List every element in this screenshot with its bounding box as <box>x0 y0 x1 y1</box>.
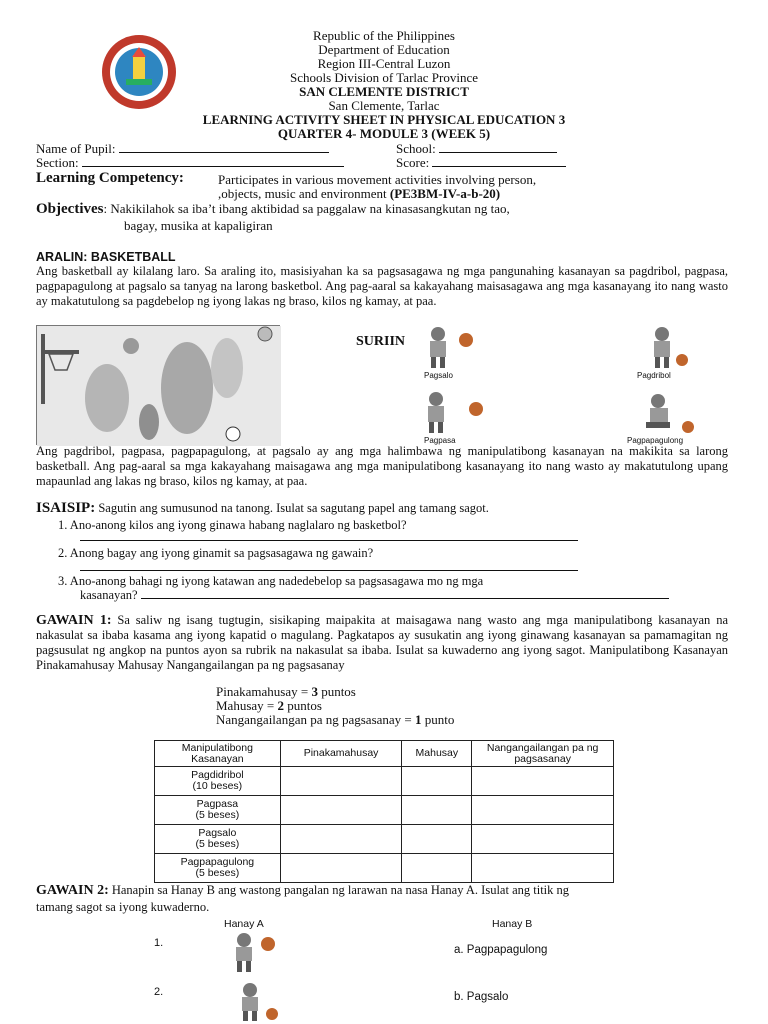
rubric-header-pinakamahusay: Pinakamahusay <box>280 741 402 767</box>
rubric-skill-cell <box>155 767 281 796</box>
table-row <box>155 796 614 825</box>
rubric-skill-reps: (5 beses) <box>195 809 240 821</box>
table-row <box>155 767 614 796</box>
isaisip-instruction: Sagutin ang sumusunod na tanong. Isulat sa sagutang papel ang tamang sagot. <box>98 501 489 515</box>
gawain1-label: GAWAIN 1: <box>36 613 112 628</box>
rubric-table <box>154 740 614 883</box>
skill-label-pagdribol: Pagdribol <box>637 371 671 380</box>
hanay-b-header: Hanay B <box>492 918 533 930</box>
rubric-skill-cell <box>155 825 281 854</box>
header-division: Schools Division of Tarlac Province <box>289 70 479 85</box>
gawain1-paragraph <box>36 613 728 673</box>
rubric-blank-cell[interactable] <box>280 796 402 825</box>
question-1: 1. Ano-anong kilos ang iyong ginawa habang naglalaro ng basketbol? <box>58 518 407 532</box>
objectives-text-2: bagay, musika at kapaligiran <box>124 218 273 233</box>
rubric-skill-name: Pagpapagulong <box>180 856 255 868</box>
gawain1-text: Sa saliw ng isang tugtugin, sisikaping maipakita at maisagawa nang wasto ang mga manipulatibong kasanayan na nakasulat sa ibaba kasama ang iyong kapatid o magulang. Pagkatapos ay susukatin ang iyong ginawang kasanayan sa pamamagitan ng pagsusulat ng angkop na puntos ayon sa rubrik na nakasulat sa ibaba. Isulat sa kuwaderno ang iyong sagot. Manipulatibong Kasanayan Pinakamahusay Mahusay Nangangailangan pa ng pagsasanay <box>36 613 728 672</box>
score-1-value: 1 <box>415 712 422 727</box>
rubric-blank-cell[interactable] <box>280 767 402 796</box>
header-region: Region III-Central Luzon <box>317 56 451 71</box>
competency-text-1: Participates in various movement activities involving person, <box>218 172 537 187</box>
skill-figure-pagpasa <box>414 389 494 435</box>
skill-label-pagpapagulong: Pagpapagulong <box>627 436 684 445</box>
match-answer-a: a. Pagpapagulong <box>454 944 548 956</box>
basketball-game-illustration <box>36 325 280 445</box>
skill-label-pagsalo: Pagsalo <box>424 371 453 380</box>
match-item-number-1: 1. <box>154 937 164 949</box>
score-1-unit: punto <box>421 712 455 727</box>
hanay-a-header: Hanay A <box>224 918 264 930</box>
rubric-blank-cell[interactable] <box>472 796 614 825</box>
rubric-header-mahusay: Mahusay <box>402 741 472 767</box>
skill-figure-pagdribol <box>632 324 702 370</box>
match-item-number-2: 2. <box>154 986 164 998</box>
competency-text-2 <box>218 186 500 202</box>
rubric-skill-reps: (5 beses) <box>195 867 240 879</box>
rubric-blank-cell[interactable] <box>402 796 472 825</box>
score-blank[interactable] <box>432 156 566 167</box>
score-1-label: Nangangailangan pa ng pagsasanay = <box>216 712 416 727</box>
rubric-blank-cell[interactable] <box>402 767 472 796</box>
school-blank[interactable] <box>439 142 557 153</box>
rubric-skill-name: Pagsalo <box>198 827 237 839</box>
suriin-heading: SURIIN <box>356 334 406 349</box>
name-label: Name of Pupil: <box>36 141 116 156</box>
section-blank[interactable] <box>82 156 344 167</box>
rubric-blank-cell[interactable] <box>280 854 402 883</box>
match-picture-2 <box>222 980 298 1022</box>
score-line-1 <box>216 712 454 728</box>
rubric-skill-name: Pagpasa <box>196 798 239 810</box>
score-label: Score: <box>396 155 430 170</box>
score-2-value: 2 <box>277 698 284 713</box>
header-district: SAN CLEMENTE DISTRICT <box>299 84 469 99</box>
rubric-blank-cell[interactable] <box>472 767 614 796</box>
rubric-blank-cell[interactable] <box>402 854 472 883</box>
score-3-label: Pinakamahusay = <box>216 684 312 699</box>
school-label: School: <box>396 141 436 156</box>
rubric-skill-cell <box>155 796 281 825</box>
table-row <box>155 854 614 883</box>
rubric-skill-reps: (10 beses) <box>192 780 243 792</box>
score-2-unit: puntos <box>284 698 322 713</box>
score-3-unit: puntos <box>317 684 356 699</box>
score-field[interactable] <box>396 155 566 171</box>
match-answer-b: b. Pagsalo <box>454 991 509 1003</box>
question-3-continuation <box>80 588 669 603</box>
section-field[interactable] <box>36 155 344 171</box>
section-label: Section: <box>36 155 79 170</box>
aralin-paragraph: Ang basketball ay kilalang laro. Sa araling ito, masisiyahan ka sa pagsasagawa ng mga pangunahing kasanayan sa pagdribol, pagpasa, pagpapagulong at pagsalo sa tanyag na larong basketbol. Ang pag-aaral sa kakayahang maisasagawa ang mga kasanayang ito nang wasto ay makatutulong sa pagdebelop ng iyong lakas ng braso, kilos ng kamay, at paa. <box>36 264 728 308</box>
competency-code: (PE3BM-IV-a-b-20) <box>389 186 501 201</box>
rubric-header-skill: Manipulatibong Kasanayan <box>155 741 281 767</box>
header-republic: Republic of the Philippines <box>313 28 455 43</box>
match-picture-1 <box>216 930 292 974</box>
score-2-label: Mahusay = <box>216 698 278 713</box>
table-row <box>155 825 614 854</box>
header-department: Department of Education <box>318 42 450 57</box>
skill-figure-pagsalo <box>414 324 484 370</box>
rubric-skill-reps: (5 beses) <box>195 838 240 850</box>
score-3-value: 3 <box>311 684 318 699</box>
objectives-label: Objectives <box>36 201 104 217</box>
rubric-header-nangangailangan: Nangangailangan pa ng pagsasanay <box>472 741 614 767</box>
isaisip-instruction-line <box>36 500 489 517</box>
competency-label: Learning Competency: <box>36 170 184 186</box>
answer-blank-3[interactable] <box>141 589 669 599</box>
sheet-subtitle: QUARTER 4- MODULE 3 (WEEK 5) <box>277 126 491 141</box>
aralin-heading: ARALIN: BASKETBALL <box>36 250 176 264</box>
objectives-line-1 <box>36 201 510 218</box>
name-blank[interactable] <box>119 142 329 153</box>
suriin-paragraph: Ang pagdribol, pagpasa, pagpapagulong, at pagsalo ay ang mga halimbawa ng manipulatibong kasanayan na makikita sa larong basketball. Ang pag-aaral sa mga kakayahang maisagawa ang mga manipulatibong kasanayang ito nang wasto ay makatutulong upang mapaunlad ang lakas ng braso, kilos ng kamay, at paa. <box>36 444 728 488</box>
isaisip-label: ISAISIP: <box>36 500 96 516</box>
gawain2-label: GAWAIN 2: <box>36 883 109 898</box>
skill-figure-pagpapagulong <box>632 389 708 435</box>
sheet-title: LEARNING ACTIVITY SHEET IN PHYSICAL EDUCATION 3 <box>202 112 566 127</box>
rubric-blank-cell[interactable] <box>402 825 472 854</box>
question-2: 2. Anong bagay ang iyong ginamit sa pagsasagawa ng gawain? <box>58 546 374 560</box>
header-town: San Clemente, Tarlac <box>328 98 440 113</box>
rubric-skill-cell <box>155 854 281 883</box>
competency-text-2-body: ,objects, music and environment <box>218 186 390 201</box>
objectives-text-1: : Nakikilahok sa iba’t ibang aktibidad sa paggalaw na kinasasangkutan ng tao, <box>103 201 510 216</box>
rubric-blank-cell[interactable] <box>472 854 614 883</box>
rubric-blank-cell[interactable] <box>280 825 402 854</box>
answer-blank-1[interactable] <box>80 530 578 541</box>
gawain2-text-2: tamang sagot sa iyong kuwaderno. <box>36 900 210 914</box>
question-3-kasanayan: kasanayan? <box>80 588 138 602</box>
gawain2-line-1 <box>36 883 569 899</box>
skill-label-pagpasa: Pagpasa <box>424 436 456 445</box>
gawain2-text-1: Hanapin sa Hanay B ang wastong pangalan ng larawan na nasa Hanay A. Isulat ang titik ng <box>108 883 570 897</box>
answer-blank-2[interactable] <box>80 560 578 571</box>
question-3: 3. Ano-anong bahagi ng iyong katawan ang nadedebelop sa pagsasagawa mo ng mga <box>58 574 484 588</box>
rubric-blank-cell[interactable] <box>472 825 614 854</box>
rubric-skill-name: Pagdidribol <box>191 769 244 781</box>
rubric-header-row <box>155 741 614 767</box>
